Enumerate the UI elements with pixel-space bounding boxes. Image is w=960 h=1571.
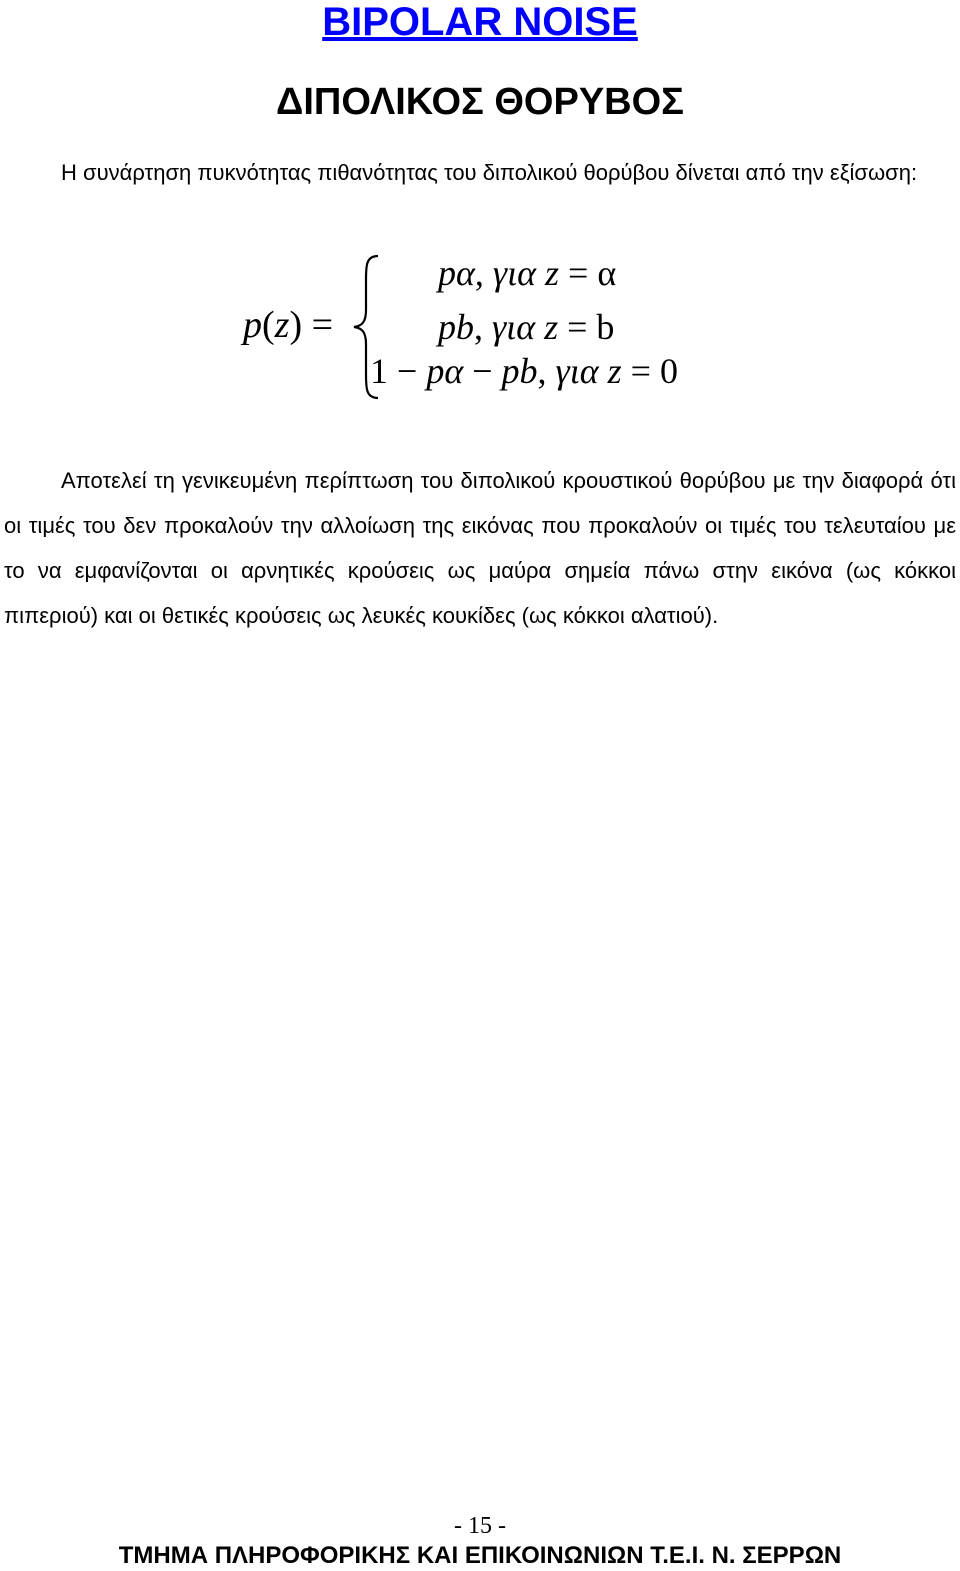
case3-equals: = bbox=[621, 351, 660, 391]
case3-z: z bbox=[598, 351, 622, 391]
case2-comma: , bbox=[474, 307, 492, 347]
body-text: Αποτελεί τη γενικευμένη περίπτωση του διπολικού κρουστικού θορύβου με την διαφορά ότι οι τιμές του δεν προκαλούν την αλλοίωση της εικόνας που προκαλούν οι τιμές του τελευταίου με το να εμφανίζονται οι αρνητικές κρούσεις ως μαύρα σημεία πάνω στην εικόνα (ως κόκκοι πιπεριού) και οι θετικές κρούσεις ως λευκές κουκίδες (ως κόκκοι αλατιού). bbox=[4, 468, 956, 628]
page-title: BIPOLAR NOISE bbox=[322, 0, 638, 44]
lhs-p: p bbox=[243, 304, 262, 346]
case3-sub2: b bbox=[519, 351, 538, 391]
case2-gia: για bbox=[492, 307, 536, 347]
case1-gia: για bbox=[492, 253, 536, 293]
case3-minus-1: − bbox=[388, 351, 427, 391]
case2-z: z bbox=[535, 307, 559, 347]
equation-case-1 bbox=[438, 252, 616, 294]
case1-comma: , bbox=[474, 253, 493, 293]
body-paragraph bbox=[4, 458, 956, 638]
case1-p: p bbox=[438, 253, 456, 293]
case2-sub: b bbox=[456, 307, 474, 347]
case3-comma: , bbox=[537, 351, 556, 391]
case3-p2: p bbox=[501, 351, 520, 391]
lhs-z: z bbox=[274, 304, 290, 346]
lhs-open-paren: ( bbox=[262, 304, 275, 346]
section-heading: ΔΙΠΟΛΙΚΟΣ ΘΟΡΥΒΟΣ bbox=[276, 81, 684, 123]
case1-equals: = bbox=[559, 253, 598, 293]
case1-z: z bbox=[536, 253, 560, 293]
intro-paragraph bbox=[4, 150, 956, 195]
case3-minus-2: − bbox=[463, 351, 502, 391]
equation-case-2 bbox=[438, 306, 614, 348]
page-footer: ΤΜΗΜΑ ΠΛΗΡΟΦΟΡΙΚΗΣ ΚΑΙ ΕΠΙΚΟΙΝΩΝΙΩΝ Τ.Ε.Ι. Ν. ΣΕΡΡΩΝ bbox=[118, 1542, 842, 1569]
case3-one: 1 bbox=[370, 351, 388, 391]
case2-p: p bbox=[438, 307, 456, 347]
case1-sub: α bbox=[456, 253, 475, 293]
case2-value: b bbox=[596, 307, 615, 347]
lhs-equals: = bbox=[302, 304, 334, 346]
case2-equals: = bbox=[558, 307, 597, 347]
case3-sub1: α bbox=[444, 351, 464, 391]
page-number: - 15 - bbox=[454, 1513, 506, 1539]
equation-case-3 bbox=[370, 350, 678, 392]
intro-text: Η συνάρτηση πυκνότητας πιθανότητας του διπολικού θορύβου δίνεται από την εξίσωση: bbox=[61, 160, 918, 185]
lhs-close-paren: ) bbox=[289, 304, 303, 346]
case3-p1: p bbox=[426, 351, 445, 391]
case3-gia: για bbox=[555, 351, 599, 391]
case1-value: α bbox=[597, 253, 617, 293]
equation-lhs bbox=[243, 303, 333, 347]
case3-value: 0 bbox=[659, 351, 678, 391]
